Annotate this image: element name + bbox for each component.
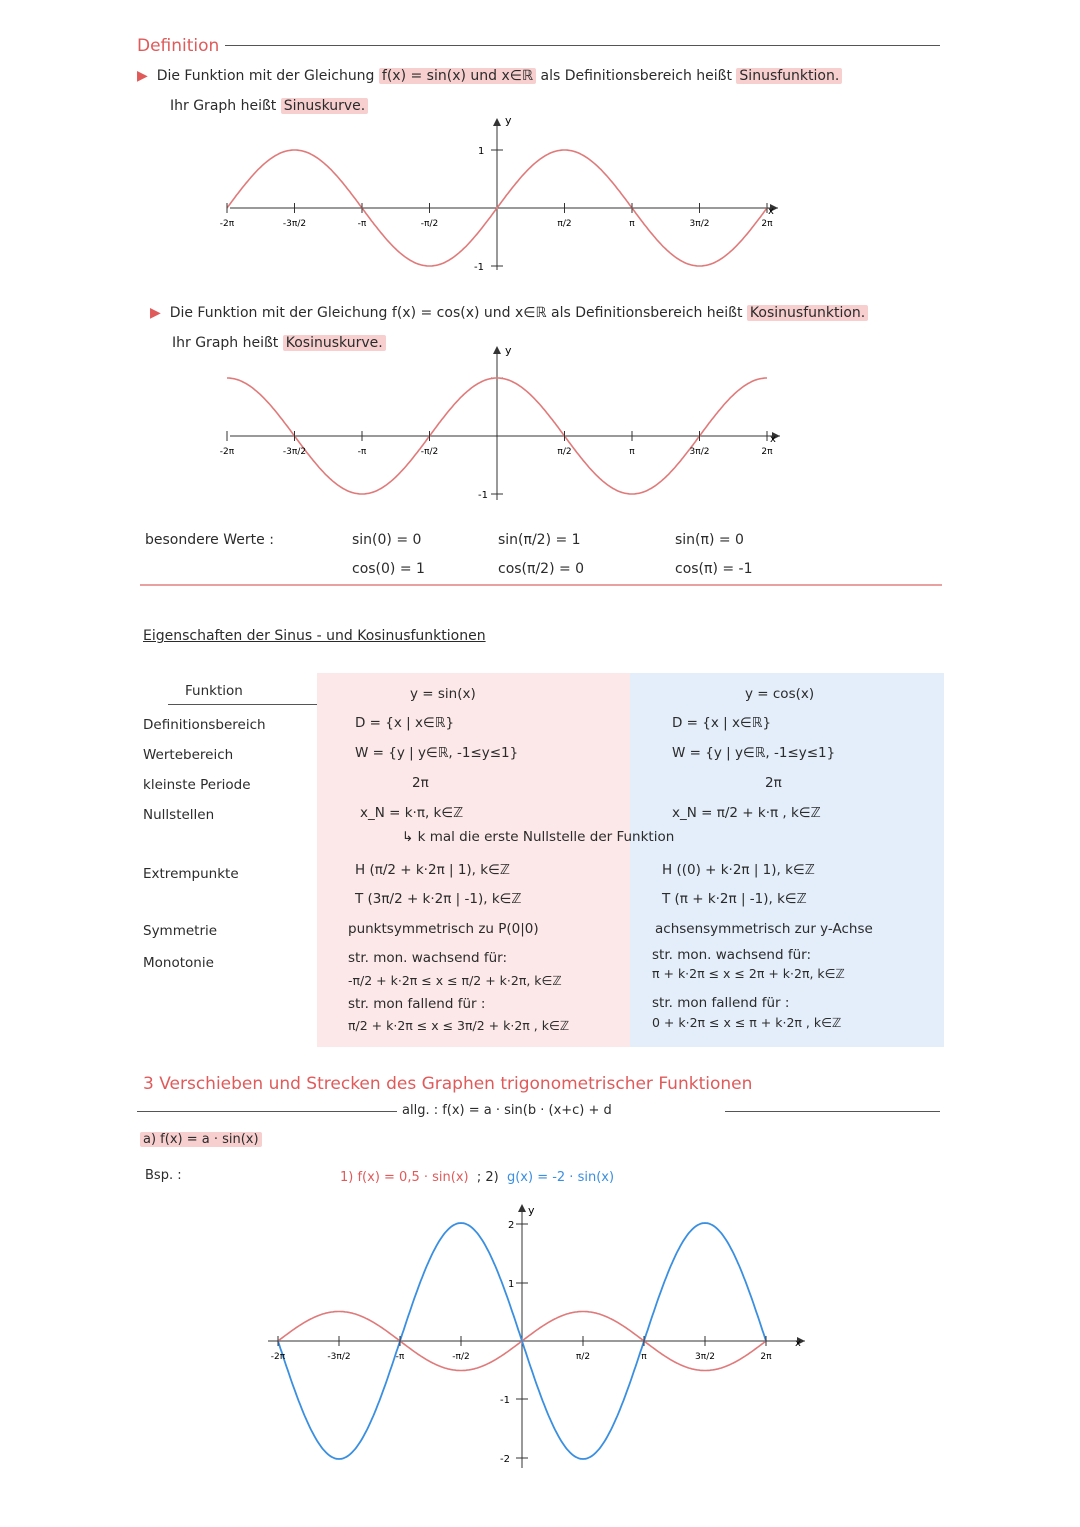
cos-graph-line: Ihr Graph heißt Kosinuskurve. xyxy=(172,335,386,351)
x-label: x xyxy=(795,1338,801,1349)
row-label-definitionsbereich: Definitionsbereich xyxy=(143,717,266,733)
x-tick-label: 2π xyxy=(760,1352,772,1362)
cos-dec: 0 + k·2π ≤ x ≤ π + k·2π , k∈ℤ xyxy=(652,1015,842,1030)
sin-term: Sinusfunktion. xyxy=(736,68,842,84)
section3-rule-left xyxy=(137,1111,397,1112)
cos-header: y = cos(x) xyxy=(745,686,815,702)
x-tick-label: 3π/2 xyxy=(695,1352,715,1362)
sin-nullstellen: x_N = k·π, k∈ℤ xyxy=(360,805,464,821)
x-tick-label: -3π/2 xyxy=(327,1352,351,1362)
y-minus-one: -1 xyxy=(500,1395,510,1406)
cos-symmetrie: achsensymmetrisch zur y-Achse xyxy=(655,921,873,937)
cos-dec-label: str. mon fallend für : xyxy=(652,995,790,1011)
cos-curve-term: Kosinuskurve. xyxy=(283,335,386,351)
x-tick-label: 2π xyxy=(761,447,773,457)
sinpi2-value: sin(π/2) = 1 xyxy=(498,532,581,548)
sin-inc-label: str. mon. wachsend für: xyxy=(348,950,507,966)
bullet-icon: ▶ xyxy=(150,305,161,321)
section3-general: allg. : f(x) = a · sin(b · (x+c) + d xyxy=(402,1103,612,1118)
cos-inc-label: str. mon. wachsend für: xyxy=(652,947,811,963)
x-tick-label: -π/2 xyxy=(420,447,439,457)
definition-heading: Definition xyxy=(137,36,220,56)
cos-term: Kosinusfunktion. xyxy=(747,305,868,321)
nullstellen-note: ↳ k mal die erste Nullstelle der Funktion xyxy=(402,829,675,845)
x-tick-label: π xyxy=(641,1352,647,1362)
sin-tiefpunkt: T (3π/2 + k·2π | -1), k∈ℤ xyxy=(355,891,522,907)
cos-nullstellen: x_N = π/2 + k·π , k∈ℤ xyxy=(672,805,821,821)
x-tick-label: -π xyxy=(357,447,367,457)
cosine-graph xyxy=(0,340,1080,510)
sin-symmetrie: punktsymmetrisch zu P(0|0) xyxy=(348,921,539,937)
y-label: y xyxy=(528,1204,535,1217)
cos-tiefpunkt: T (π + k·2π | -1), k∈ℤ xyxy=(662,891,807,907)
sin-equation: f(x) = sin(x) und x∈ℝ xyxy=(379,68,536,84)
heading-rule xyxy=(225,45,940,46)
x-tick-label: -π/2 xyxy=(420,219,439,229)
x-tick-label: -2π xyxy=(219,219,235,229)
sin-definition-line: ▶ Die Funktion mit der Gleichung f(x) = sin(x) und x∈ℝ als Definitionsbereich heißt Sinusfunktion. xyxy=(137,68,842,84)
row-label-symmetrie: Symmetrie xyxy=(143,923,218,939)
special-values-label: besondere Werte : xyxy=(145,532,274,548)
sin-hochpunkt: H (π/2 + k·2π | 1), k∈ℤ xyxy=(355,862,510,878)
sin-wertebereich: W = {y | y∈ℝ, -1≤y≤1} xyxy=(355,745,519,761)
sin-inc: -π/2 + k·2π ≤ x ≤ π/2 + k·2π, k∈ℤ xyxy=(348,973,562,988)
cos-equation: f(x) = cos(x) und x∈ℝ xyxy=(391,305,547,321)
example-2: g(x) = -2 · sin(x) xyxy=(506,1170,615,1185)
sine-graph xyxy=(0,110,1080,280)
cos-inc: π + k·2π ≤ x ≤ 2π + k·2π, k∈ℤ xyxy=(652,966,845,981)
sin-definitionsbereich: D = {x | x∈ℝ} xyxy=(355,715,455,731)
sine-tick-labels xyxy=(220,203,773,229)
x-tick-label: π xyxy=(629,447,635,457)
section-divider xyxy=(140,584,942,586)
examples-line xyxy=(340,1170,614,1185)
cos0-value: cos(0) = 1 xyxy=(352,561,425,577)
x-tick-label: 3π/2 xyxy=(689,219,710,229)
y-minus-one: -1 xyxy=(478,490,488,501)
bullet-icon: ▶ xyxy=(137,68,148,84)
cospi-value: cos(π) = -1 xyxy=(675,561,753,577)
bsp-label: Bsp. : xyxy=(145,1168,182,1183)
x-tick-label: 2π xyxy=(761,219,773,229)
cospi2-value: cos(π/2) = 0 xyxy=(498,561,585,577)
x-tick-label: -3π/2 xyxy=(282,219,307,229)
y-axis-arrow xyxy=(493,346,501,354)
y-label: y xyxy=(505,344,512,357)
cos-definition-line: ▶ Die Funktion mit der Gleichung f(x) = cos(x) und x∈ℝ als Definitionsbereich heißt Kosinusfunktion. xyxy=(150,305,868,321)
x-tick-label: π/2 xyxy=(557,219,572,229)
x-tick-label: -3π/2 xyxy=(282,447,307,457)
sin-dec-label: str. mon fallend für : xyxy=(348,996,486,1012)
cos-periode: 2π xyxy=(765,775,782,791)
y-minus-two: -2 xyxy=(500,1454,510,1465)
y-label: y xyxy=(505,114,512,127)
y-axis-arrow xyxy=(518,1204,526,1212)
row-label-monotonie: Monotonie xyxy=(143,955,214,971)
x-tick-label: -2π xyxy=(219,447,235,457)
x-tick-label: -π xyxy=(357,219,367,229)
sin-periode: 2π xyxy=(412,775,429,791)
y-axis-arrow xyxy=(493,118,501,126)
table-header-rule xyxy=(168,704,317,705)
x-label: x xyxy=(768,206,774,217)
y-two: 2 xyxy=(508,1220,515,1231)
amplitude-graph xyxy=(0,1200,1080,1470)
properties-heading: Eigenschaften der Sinus - und Kosinusfunktionen xyxy=(143,628,486,644)
x-tick-label: 3π/2 xyxy=(689,447,710,457)
cos-definitionsbereich: D = {x | x∈ℝ} xyxy=(672,715,772,731)
sin-curve-term: Sinuskurve. xyxy=(281,98,368,114)
cos-hochpunkt: H ((0) + k·2π | 1), k∈ℤ xyxy=(662,862,815,878)
x-tick-label: π/2 xyxy=(575,1352,591,1362)
y-one: 1 xyxy=(508,1279,515,1290)
cos-wertebereich: W = {y | y∈ℝ, -1≤y≤1} xyxy=(672,745,836,761)
y-minus-one: -1 xyxy=(474,262,484,273)
x-tick-label: -π xyxy=(395,1352,405,1362)
section3-heading: 3 Verschieben und Strecken des Graphen trigonometrischer Funktionen xyxy=(143,1074,753,1094)
y-one: 1 xyxy=(478,146,485,157)
sin-dec: π/2 + k·2π ≤ x ≤ 3π/2 + k·2π , k∈ℤ xyxy=(348,1018,570,1033)
x-tick-label: π xyxy=(629,219,635,229)
sin0-value: sin(0) = 0 xyxy=(352,532,422,548)
x-tick-label: π/2 xyxy=(557,447,572,457)
x-label: x xyxy=(770,434,776,445)
sin-header: y = sin(x) xyxy=(410,686,476,702)
row-label-periode: kleinste Periode xyxy=(143,777,251,793)
example-1: 1) f(x) = 0,5 · sin(x) xyxy=(340,1170,469,1185)
col-header-function: Funktion xyxy=(185,683,243,699)
example-separator: ; 2) xyxy=(476,1170,499,1185)
sin-graph-line: Ihr Graph heißt Sinuskurve. xyxy=(170,98,368,114)
cosine-tick-labels xyxy=(220,431,773,457)
row-label-wertebereich: Wertebereich xyxy=(143,747,234,763)
x-tick-label: -π/2 xyxy=(452,1352,470,1362)
section3-rule-right xyxy=(725,1111,940,1112)
sub-a: a) f(x) = a · sin(x) xyxy=(140,1132,262,1147)
row-label-extrempunkte: Extrempunkte xyxy=(143,866,239,882)
x-tick-label: -2π xyxy=(270,1352,286,1362)
row-label-nullstellen: Nullstellen xyxy=(143,807,215,823)
sinpi-value: sin(π) = 0 xyxy=(675,532,744,548)
